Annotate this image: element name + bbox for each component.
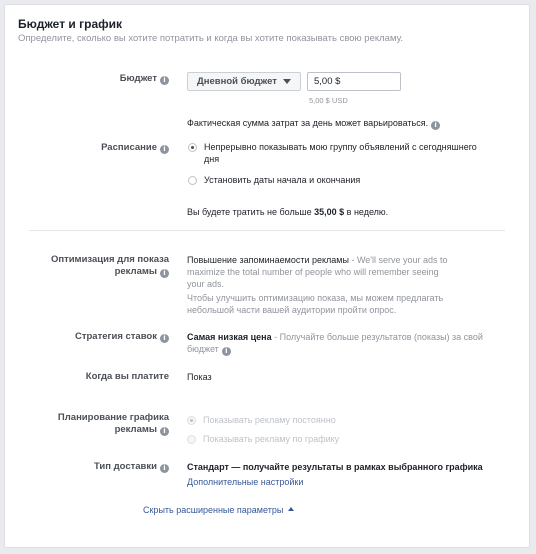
spend-summary bbox=[187, 206, 388, 218]
budget-note-text: Фактическая сумма затрат за день может варьироваться. bbox=[187, 118, 429, 128]
bid-strategy-value bbox=[187, 331, 483, 356]
budget-label bbox=[19, 73, 169, 85]
delivery-label-text: Тип доставки bbox=[93, 461, 157, 472]
optimization-label-line1: Оптимизация для показа bbox=[50, 254, 169, 265]
billing-label: Когда вы платите bbox=[85, 371, 169, 382]
ad-schedule-always-label[interactable]: Показывать рекламу постоянно bbox=[203, 415, 336, 425]
schedule-continuous-label[interactable] bbox=[204, 141, 477, 165]
schedule-dates-label[interactable]: Установить даты начала и окончания bbox=[204, 175, 361, 185]
hide-advanced-link[interactable] bbox=[143, 505, 294, 515]
optimization-label-line2: рекламы bbox=[114, 266, 157, 277]
info-icon[interactable]: i bbox=[160, 427, 169, 436]
schedule-continuous-line1: Непрерывно показывать мою группу объявлений с сегодняшнего bbox=[204, 142, 477, 152]
ad-scheduling-label-line1: Планирование графика bbox=[57, 412, 169, 423]
optimization-value-desc-3: your ads. bbox=[187, 279, 225, 289]
budget-type-dropdown[interactable] bbox=[187, 72, 301, 91]
bid-strategy-label bbox=[19, 331, 169, 343]
budget-amount-input[interactable] bbox=[307, 72, 401, 91]
ad-scheduling-label bbox=[19, 412, 169, 436]
schedule-continuous-radio[interactable] bbox=[188, 143, 197, 152]
hide-advanced-text: Скрыть расширенные параметры bbox=[143, 505, 284, 515]
info-icon[interactable]: i bbox=[160, 464, 169, 473]
bid-strategy-title: Самая низкая цена bbox=[187, 332, 272, 342]
optimization-hint-2: небольшой части вашей аудитории пройти опрос. bbox=[187, 305, 397, 315]
schedule-dates-radio[interactable] bbox=[188, 176, 197, 185]
spend-summary-amount: 35,00 $ bbox=[314, 207, 345, 217]
schedule-label-text: Расписание bbox=[101, 142, 157, 153]
caret-down-icon bbox=[283, 79, 291, 84]
optimization-hint-1: Чтобы улучшить оптимизацию показа, мы можем предлагать bbox=[187, 293, 444, 303]
schedule-label bbox=[19, 142, 169, 154]
info-icon[interactable]: i bbox=[160, 145, 169, 154]
ad-schedule-custom-label[interactable]: Показывать рекламу по графику bbox=[203, 434, 340, 444]
delivery-value: Стандарт — получайте результаты в рамках выбранного графика bbox=[187, 462, 483, 472]
section-title: Бюджет и график bbox=[18, 17, 123, 31]
spend-summary-prefix: Вы будете тратить не больше bbox=[187, 207, 315, 217]
info-icon[interactable]: i bbox=[160, 269, 169, 278]
optimization-label bbox=[19, 254, 169, 278]
budget-schedule-card bbox=[4, 4, 530, 548]
info-icon[interactable]: i bbox=[222, 347, 231, 356]
info-icon[interactable]: i bbox=[160, 334, 169, 343]
bid-strategy-desc: - Получайте больше результатов (показы) за свой bbox=[271, 332, 483, 342]
budget-type-value: Дневной бюджет bbox=[197, 76, 277, 87]
info-icon[interactable]: i bbox=[431, 121, 440, 130]
schedule-continuous-line2: дня bbox=[204, 154, 220, 164]
divider bbox=[29, 230, 505, 231]
info-icon[interactable]: i bbox=[160, 76, 169, 85]
delivery-label bbox=[19, 461, 169, 473]
billing-value: Показ bbox=[187, 372, 212, 382]
optimization-value-title: Повышение запоминаемости рекламы bbox=[187, 255, 349, 265]
budget-label-text: Бюджет bbox=[119, 73, 157, 84]
ad-scheduling-label-line2: рекламы bbox=[114, 424, 157, 435]
section-subtitle: Определите, сколько вы хотите потратить и когда вы хотите показывать свою рекламу. bbox=[18, 33, 404, 44]
delivery-more-settings-link[interactable]: Дополнительные настройки bbox=[187, 477, 304, 487]
bid-strategy-desc-2: бюджет bbox=[187, 344, 219, 354]
optimization-value bbox=[187, 254, 448, 316]
optimization-value-desc-2: maximize the total number of people who will remember seeing bbox=[187, 267, 439, 277]
optimization-value-desc: - We'll serve your ads to bbox=[348, 255, 448, 265]
spend-summary-suffix: в неделю. bbox=[344, 207, 389, 217]
budget-note bbox=[187, 117, 440, 130]
bid-strategy-label-text: Стратегия ставок bbox=[74, 331, 157, 342]
budget-amount-hint: 5,00 $ USD bbox=[309, 96, 348, 105]
caret-up-icon bbox=[288, 507, 294, 511]
ad-schedule-always-radio[interactable] bbox=[187, 416, 196, 425]
ad-schedule-custom-radio[interactable] bbox=[187, 435, 196, 444]
